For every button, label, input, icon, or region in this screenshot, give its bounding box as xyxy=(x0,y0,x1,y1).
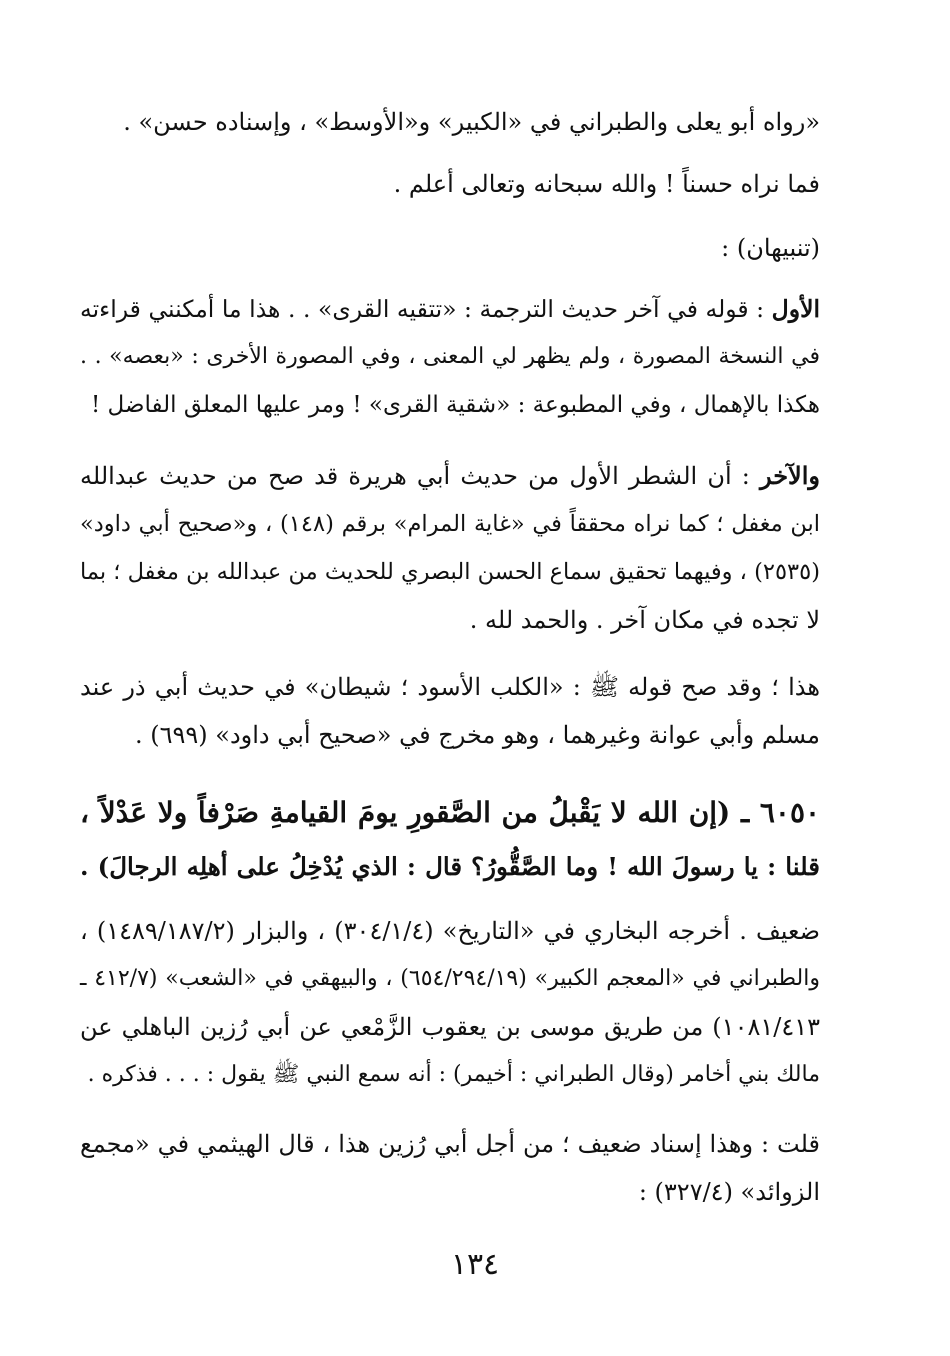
hadith-text xyxy=(80,786,820,894)
text-line: ضعيف . أخرجه البخاري في «التاريخ» (٣٠٤/١/٤) ، والبزار (١٤٨٩/١٨٧/٢) ، xyxy=(80,917,820,945)
isnad-comment-paragraph xyxy=(80,1120,820,1216)
first-note-paragraph xyxy=(80,285,820,429)
takhrij-paragraph xyxy=(80,907,820,1099)
text-line: ابن مغفل ؛ كما نراه محققاً في «غاية المرام» برقم (١٤٨) ، و«صحيح أبي داود» xyxy=(80,511,821,537)
note-lead: والآخر xyxy=(759,461,820,490)
text-line: ٦٠٥٠ ـ (إن الله لا يَقْبلُ من الصَّقورِ يومَ القيامةِ صَرْفاً ولا عَدْلاً ، xyxy=(80,796,821,829)
note-lead: الأول xyxy=(771,295,820,323)
text-line xyxy=(80,285,820,333)
text-line: «رواه أبو يعلى والطبراني في «الكبير» و«الأوسط» ، وإسناده حسن» . xyxy=(123,108,820,136)
note-text: : أن الشطر الأول من حديث أبي هريرة قد صح من حديث عبدالله xyxy=(80,462,760,490)
text-line: قلنا : يا رسولَ الله ! وما الصَّقُّورُ؟ قال : الذي يُدْخِلُ على أهلِه الرجالَ) . xyxy=(80,852,820,881)
note-text: : قوله في آخر حديث الترجمة : «تتقيه القرى» . . هذا ما أمكنني قراءته xyxy=(80,295,772,323)
judgement-paragraph xyxy=(80,160,820,208)
text-line: (تنبيهان) : xyxy=(721,234,820,262)
text-line xyxy=(80,452,820,500)
text-line: في النسخة المصورة ، ولم يظهر لي المعنى ، وفي المصورة الأخرى : «بعصه» . . xyxy=(80,344,820,369)
text-line: فما نراه حسناً ! والله سبحانه وتعالى أعلم . xyxy=(393,170,820,198)
remark-paragraph xyxy=(80,663,820,759)
second-note-paragraph xyxy=(80,452,820,644)
text-line: والطبراني في «المعجم الكبير» (٦٥٤/٢٩٤/١٩) ، والبيهقي في «الشعب» (٤١٢/٧ ـ xyxy=(80,966,820,991)
text-line: هكذا بالإهمال ، وفي المطبوعة : «شقية القرى» ! ومر عليها المعلق الفاضل ! xyxy=(90,392,820,418)
text-line: مالك بني أخامر (وقال الطبراني : أخيمر) : أنه سمع النبي ﷺ يقول : . . . فذكره . xyxy=(87,1062,820,1087)
text-line: (٢٥٣٥) ، وفيهما تحقيق سماع الحسن البصري للحديث من عبدالله بن مغفل ؛ بما xyxy=(80,559,820,585)
text-line: هذا ؛ وقد صح قوله ﷺ : «الكلب الأسود ؛ شيطان» في حديث أبي ذر عند xyxy=(80,673,821,701)
text-line: الزوائد» (٣٢٧/٤) : xyxy=(638,1178,820,1206)
text-line: لا تجده في مكان آخر . والحمد لله . xyxy=(469,606,820,634)
text-line: ١٠٨١/٤١٣) من طريق موسى بن يعقوب الزَّمْعي عن أبي رُزين الباهلي عن xyxy=(80,1013,820,1041)
text-line: مسلم وأبي عوانة وغيرهما ، وهو مخرج في «صحيح أبي داود» (٦٩٩) . xyxy=(134,721,820,749)
quote-paragraph xyxy=(80,98,820,146)
page-number: ١٣٤ xyxy=(450,1247,500,1282)
notes-heading xyxy=(80,224,820,272)
text-line: قلت : وهذا إسناد ضعيف ؛ من أجل أبي رُزين هذا ، قال الهيثمي في «مجمع xyxy=(80,1130,820,1158)
